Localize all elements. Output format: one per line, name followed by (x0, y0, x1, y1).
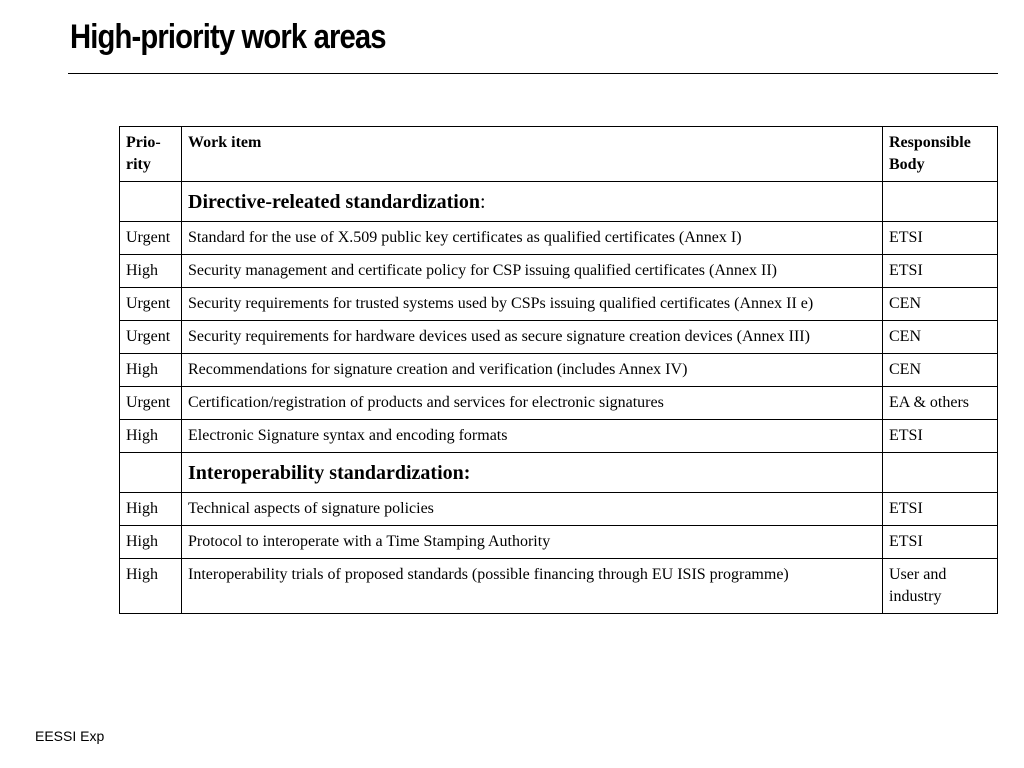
slide-title: High-priority work areas (70, 18, 386, 56)
work-item-cell: Interoperability trials of proposed standards (possible financing through EU ISIS programme) (182, 559, 883, 614)
priority-cell: High (120, 526, 182, 559)
priority-cell: Urgent (120, 222, 182, 255)
work-item-cell: Security requirements for trusted systems used by CSPs issuing qualified certificates (Annex II e) (182, 288, 883, 321)
section-label: Interoperability standardization: (182, 453, 883, 493)
priority-cell: High (120, 559, 182, 614)
priority-cell: Urgent (120, 288, 182, 321)
priority-cell: High (120, 255, 182, 288)
priority-cell: High (120, 420, 182, 453)
priority-cell: High (120, 354, 182, 387)
work-item-cell: Certification/registration of products and services for electronic signatures (182, 387, 883, 420)
work-item-cell: Recommendations for signature creation and verification (includes Annex IV) (182, 354, 883, 387)
header-work-item: Work item (182, 127, 883, 182)
responsible-body-cell: ETSI (883, 255, 998, 288)
section-empty-cell (120, 453, 182, 493)
header-responsible-body: Responsible Body (883, 127, 998, 182)
work-item-cell: Protocol to interoperate with a Time Stamping Authority (182, 526, 883, 559)
responsible-body-cell: CEN (883, 288, 998, 321)
section-row-interoperability (120, 453, 998, 493)
responsible-body-cell: ETSI (883, 420, 998, 453)
title-divider (68, 73, 998, 74)
responsible-body-cell: ETSI (883, 222, 998, 255)
section-empty-cell (883, 182, 998, 222)
responsible-body-cell: ETSI (883, 526, 998, 559)
work-item-cell: Electronic Signature syntax and encoding formats (182, 420, 883, 453)
priority-cell: Urgent (120, 321, 182, 354)
table-row (120, 288, 998, 321)
section-label (182, 182, 883, 222)
work-item-cell: Security management and certificate policy for CSP issuing qualified certificates (Annex II) (182, 255, 883, 288)
section-row-directive (120, 182, 998, 222)
responsible-body-cell: CEN (883, 354, 998, 387)
priority-cell: Urgent (120, 387, 182, 420)
section-label-text: Directive-releated standardization (188, 191, 480, 213)
header-priority: Prio-rity (120, 127, 182, 182)
table-row (120, 354, 998, 387)
table-row (120, 420, 998, 453)
work-areas-table (119, 126, 998, 614)
section-empty-cell (120, 182, 182, 222)
responsible-body-cell: CEN (883, 321, 998, 354)
responsible-body-cell: EA & others (883, 387, 998, 420)
responsible-body-cell: ETSI (883, 493, 998, 526)
table-row (120, 255, 998, 288)
table-row (120, 559, 998, 614)
work-item-cell: Standard for the use of X.509 public key certificates as qualified certificates (Annex I) (182, 222, 883, 255)
work-item-cell: Technical aspects of signature policies (182, 493, 883, 526)
work-item-cell: Security requirements for hardware devices used as secure signature creation devices (Annex III) (182, 321, 883, 354)
table-row (120, 387, 998, 420)
table-header-row (120, 127, 998, 182)
section-empty-cell (883, 453, 998, 493)
table-row (120, 526, 998, 559)
priority-cell: High (120, 493, 182, 526)
responsible-body-cell: User and industry (883, 559, 998, 614)
section-label-suffix: : (479, 191, 486, 213)
table-row (120, 222, 998, 255)
table-row (120, 493, 998, 526)
table-row (120, 321, 998, 354)
slide-footer: EESSI Exp (35, 728, 105, 744)
